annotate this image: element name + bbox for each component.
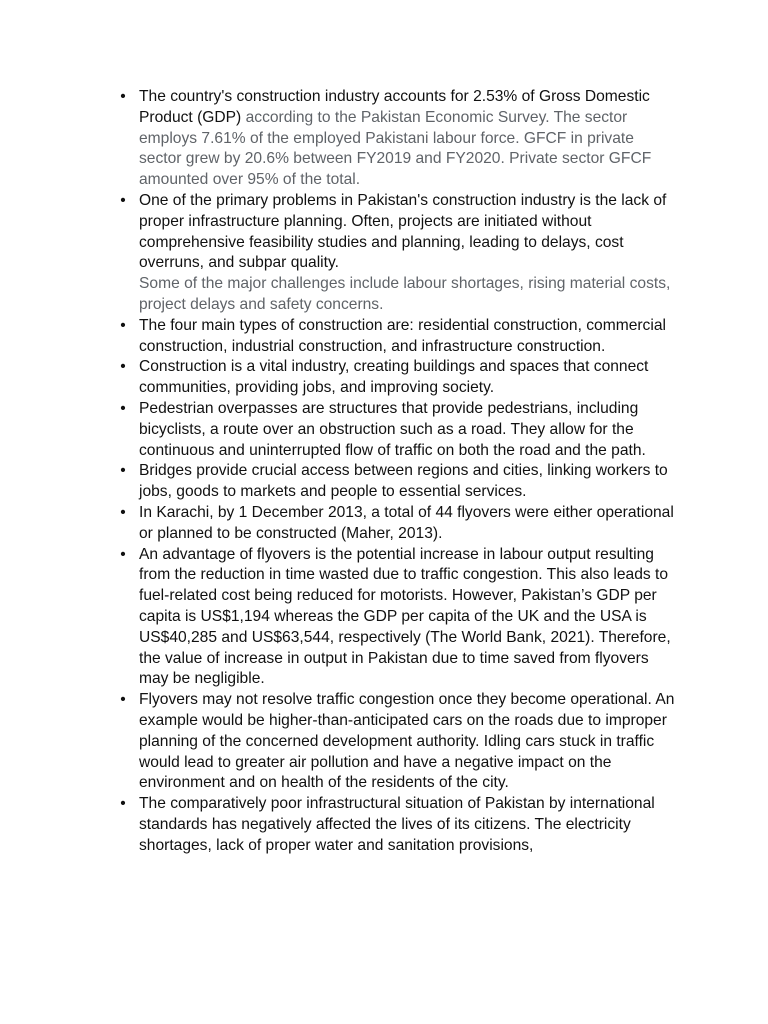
item-text: One of the primary problems in Pakistan's construction industry is the lack of proper infrastructure planning. Often, projects are initiated without comprehensive feasibility studies and planning, leading to delays, cost overruns, and subpar quality. xyxy=(139,191,667,272)
item-text: Pedestrian overpasses are structures that provide pedestrians, including bicyclists, a route over an obstruction such as a road. They allow for the continuous and uninterrupted flow of traffic on both the road and the path. xyxy=(139,399,646,459)
bullet-icon: • xyxy=(120,88,126,105)
list-item xyxy=(139,274,679,316)
bullet-list xyxy=(120,87,679,856)
bullet-icon: • xyxy=(120,399,126,417)
bullet-icon: • xyxy=(120,795,126,813)
item-text: Flyovers may not resolve traffic congestion once they become operational. An example would be higher-than-anticipated cars on the roads due to improper planning of the concerned development authority. Idling cars stuck in traffic would lead to greater air pollution and have a negative impact on the environment and on health of the residents of the city. xyxy=(139,691,675,792)
item-text: The comparatively poor infrastructural situation of Pakistan by international standards has negatively affected the lives of its citizens. The electricity shortages, lack of proper water and sanitation provisions, xyxy=(139,795,655,854)
list-item xyxy=(120,794,679,856)
list-item xyxy=(120,191,679,274)
list-item xyxy=(120,690,679,794)
bullet-icon: • xyxy=(120,545,126,563)
list-item xyxy=(120,503,679,545)
bullet-icon: • xyxy=(120,691,126,709)
bullet-icon: • xyxy=(120,358,126,376)
item-text: An advantage of flyovers is the potential increase in labour output resulting from the reduction in time wasted due to traffic congestion. This also leads to fuel-related cost being reduced for motorists. However, Pakistan’s GDP per capita is US$1,194 whereas the GDP per capita of the UK and the USA is US$40,285 and US$63,544, respectively (The World Bank, 2021). Therefore, the value of increase in output in Pakistan due to time saved from flyovers may be negligible. xyxy=(139,545,671,688)
list-item xyxy=(120,545,679,691)
item-text: Bridges provide crucial access between regions and cities, linking workers to jobs, goods to markets and people to essential services. xyxy=(139,462,668,501)
bullet-icon: • xyxy=(120,316,126,334)
item-text-secondary: Some of the major challenges include labour shortages, rising material costs, project delays and safety concerns. xyxy=(139,275,671,313)
item-text: The country's construction industry accounts for 2.53% of Gross Domestic Product (GDP) xyxy=(139,88,650,126)
bullet-icon: • xyxy=(120,503,126,521)
list-item xyxy=(120,461,679,503)
item-text: In Karachi, by 1 December 2013, a total of 44 flyovers were either operational or planned to be constructed (Maher, 2013). xyxy=(139,503,674,542)
item-text-secondary: according to the Pakistan Economic Survey. The sector employs 7.61% of the employed Pakistani labour force. GFCF in private sector grew by 20.6% between FY2019 and FY2020. Private sector GFCF amounted over 95% of the total. xyxy=(139,108,652,189)
list-item xyxy=(120,87,679,191)
bullet-icon: • xyxy=(120,191,126,209)
list-item xyxy=(120,399,679,461)
list-item xyxy=(120,357,679,399)
bullet-icon: • xyxy=(120,462,126,480)
item-text: Construction is a vital industry, creating buildings and spaces that connect communities, providing jobs, and improving society. xyxy=(139,358,649,397)
list-item xyxy=(120,316,679,358)
item-text: The four main types of construction are: residential construction, commercial construction, industrial construction, and infrastructure construction. xyxy=(139,316,666,355)
